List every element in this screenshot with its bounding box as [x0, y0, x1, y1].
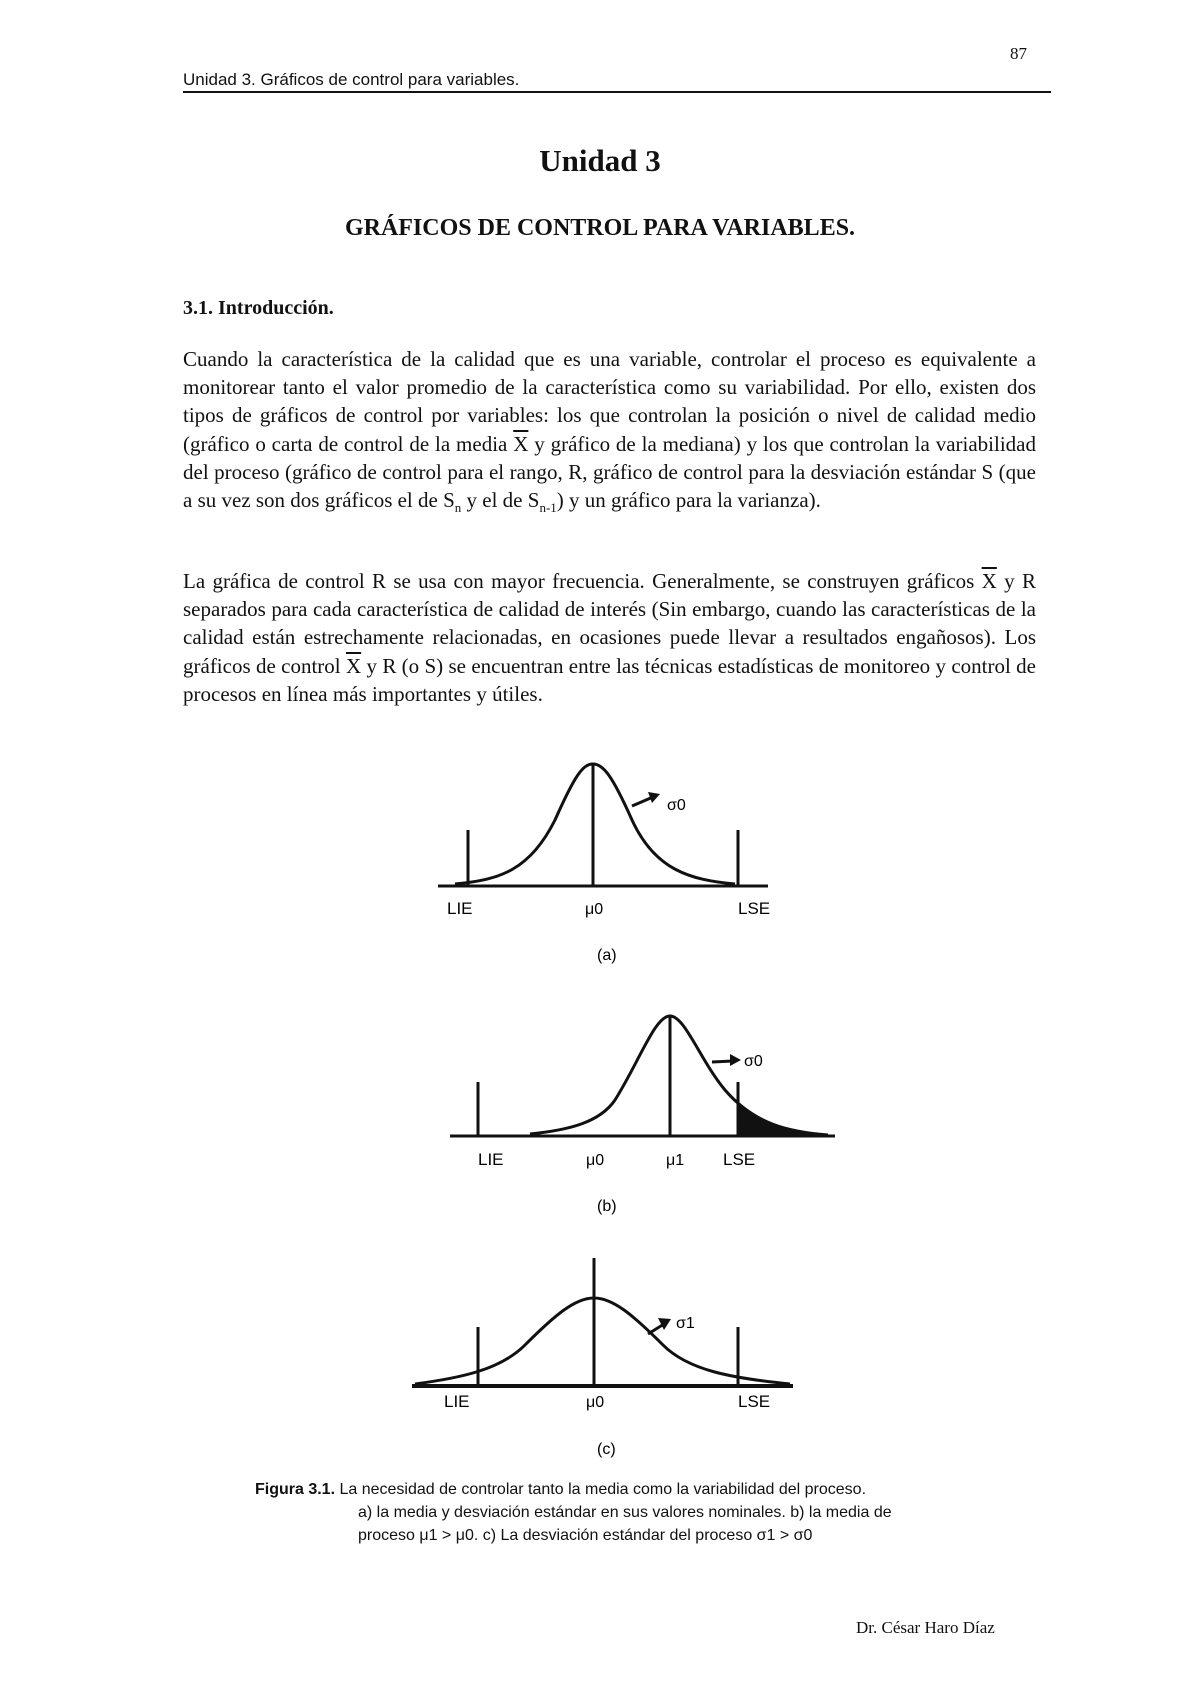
mu1-label: μ1 [666, 1152, 685, 1169]
header-rule [183, 91, 1051, 93]
mu0-label: μ0 [586, 1394, 605, 1411]
paragraph-text: ) y un gráfico para la varianza). [556, 488, 821, 513]
panel-label: (b) [597, 1198, 617, 1215]
panel-label: (c) [597, 1441, 616, 1458]
x-bar-symbol: $\overline{X}$ [345, 653, 362, 678]
mu0-label: μ0 [585, 901, 604, 918]
paragraph-introduction [183, 345, 1036, 522]
caption-line-1: La necesidad de controlar tanto la media como la variabilidad del proceso. [339, 1481, 867, 1498]
figure-caption [255, 1478, 975, 1547]
tail-area [738, 1102, 828, 1136]
unit-title: Unidad 3 [539, 143, 661, 178]
paragraph-text: y el de S [461, 488, 540, 513]
sigma-arrow [632, 797, 653, 806]
page-number: 87 [1010, 44, 1027, 63]
sigma-arrow-head [658, 1318, 671, 1330]
caption-lead: Figura 3.1. [255, 1481, 336, 1498]
sigma-arrow [648, 1324, 664, 1334]
subscript: n [454, 500, 462, 516]
lse-label: LSE [738, 899, 771, 918]
sigma-arrow [712, 1061, 733, 1062]
sigma-label: σ0 [667, 797, 686, 814]
sigma-arrow-head [730, 1054, 741, 1066]
sigma-arrow-head [648, 792, 660, 803]
mu0-label: μ0 [586, 1152, 605, 1169]
caption-line-3: proceso μ1 > μ0. c) La desviación estándar del proceso σ1 > σ0 [358, 1527, 813, 1544]
paragraph-text: Cuando la característica de la calidad que es una variable, controlar el proceso es equivalente a monitorear tanto el valor promedio de la característica como su variabilidad. Por ello, existen dos tipos de gráficos de control por variables: los que controlan la posición o nivel de calidad medio (gráfico o carta de control de la media [183, 347, 1036, 456]
lse-label: LSE [738, 1392, 771, 1411]
normal-curve [530, 1016, 828, 1135]
paragraph-text: y R (o S) se encuentran entre las técnicas estadísticas de monitoreo y control de procesos en línea más importantes y útiles. [183, 653, 1036, 706]
lie-label: LIE [447, 899, 473, 918]
normal-curve [415, 1298, 790, 1384]
lie-label: LIE [444, 1392, 470, 1411]
section-heading: 3.1. Introducción. [183, 297, 334, 319]
normal-curve [455, 764, 735, 884]
running-header: Unidad 3. Gráficos de control para variables. [183, 70, 520, 89]
lse-label: LSE [723, 1150, 756, 1169]
x-bar-symbol: $\overline{X}$ [513, 431, 529, 456]
footer-author: Dr. César Haro Díaz [856, 1618, 995, 1637]
chapter-title: GRÁFICOS DE CONTROL PARA VARIABLES. [344, 215, 856, 241]
panel-label: (a) [597, 947, 617, 964]
sigma-label: σ0 [744, 1053, 763, 1070]
sigma-label: σ1 [676, 1315, 695, 1332]
paragraph-text: La gráfica de control R se usa con mayor frecuencia. Generalmente, se construyen gráficos [183, 569, 982, 593]
subscript: n-1 [539, 500, 557, 516]
caption-line-2: a) la media y desviación estándar en sus valores nominales. b) la media de [358, 1504, 892, 1521]
paragraph-text: y R separados para cada característica de calidad de interés (Sin embargo, cuando las características de la calidad están estrechamente relacionadas, en ocasiones puede llevar a resultados engañosos). Los gráficos de control [183, 569, 1036, 678]
x-bar-symbol: $\overline{X}$ [981, 569, 997, 593]
lie-label: LIE [478, 1150, 504, 1169]
paragraph-text: y gráfico de la mediana) y los que controlan la variabilidad del proceso (gráfico de control para el rango, R, gráfico de control para la desviación estándar S (que a su vez son dos gráficos el de S [183, 431, 1036, 513]
paragraph-r-chart [183, 567, 1036, 708]
